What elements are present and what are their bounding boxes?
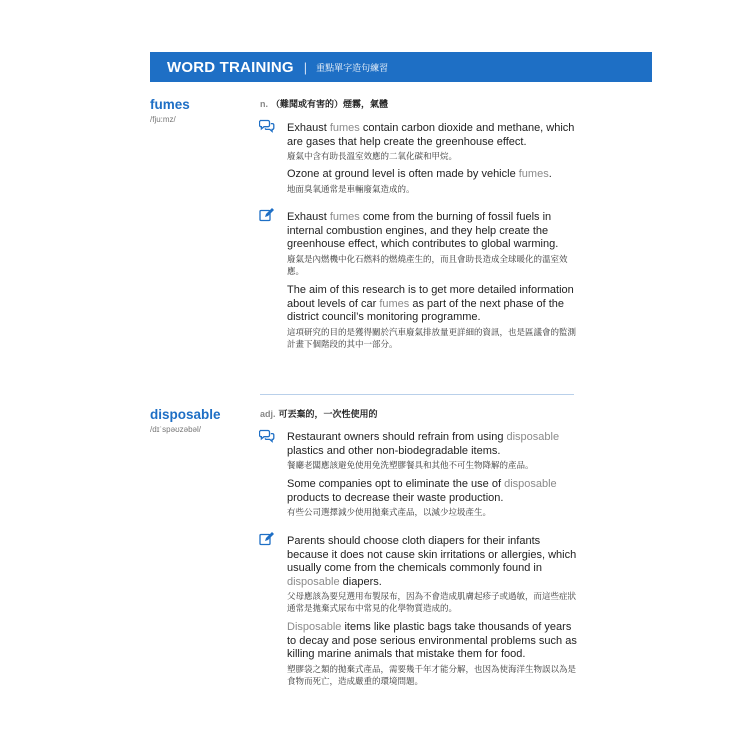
definition-text: 可丟棄的，一次性使用的 [278,409,378,419]
banner-title: WORD TRAINING [167,58,294,76]
example-english: Some companies opt to eliminate the use of disposable products to decrease their waste production. [287,478,557,504]
part-of-speech: n. [260,99,268,109]
example-english: The aim of this research is to get more detailed information about levels of car fumes as part of the next phase of the district council’s monitoring programme. [287,284,574,324]
banner-separator: | [303,59,308,75]
entry-fumes [150,97,580,377]
example-english: Exhaust fumes come from the burning of fossil fuels in internal combustion engines, and they help create the greenhouse effect, which contributes to global warming. [287,211,559,251]
example [287,535,579,614]
example [287,284,579,350]
keyword-highlight: disposable [504,478,557,490]
example [287,122,579,162]
definition [260,407,378,420]
headword: disposable [150,407,221,422]
pencil-note-icon [259,532,275,546]
keyword-highlight: fumes [329,211,360,223]
word-training-banner [150,52,652,82]
keyword-highlight: disposable [287,575,340,588]
keyword-highlight: fumes [329,122,360,134]
keyword-highlight: fumes [379,297,410,310]
definition-text: （難聞或有害的）煙霧，氣體 [271,99,389,109]
definition [260,97,388,110]
speech-bubbles-icon [259,119,275,133]
phonetic: /fju:mz/ [150,115,176,124]
keyword-highlight: Disposable [287,621,342,633]
entry-disposable [150,407,580,707]
example [287,621,579,687]
example-chinese: 父母應該為要兒選用布製尿布，因為不會造成肌膚起疹子或過敏，而這些症狀通常是拋棄式尿布中常見的化學物質造成的。 [287,591,577,614]
example-chinese: 塑膠袋之類的拋棄式產品，需要幾千年才能分解，也因為使海洋生物誤以為是食物而死亡，造成嚴重的環境問題。 [287,663,577,686]
speech-bubbles-icon [259,429,275,443]
example [287,478,579,518]
example [287,211,579,277]
example-chinese: 地面臭氧通常是車輛廢氣造成的。 [287,183,415,194]
example-english: Exhaust fumes contain carbon dioxide and methane, which are gases that help create the greenhouse effect. [287,122,575,148]
example-chinese: 廢氣中含有助長溫室效應的二氧化碳和甲烷。 [287,151,458,162]
banner-subtitle: 重點單字造句練習 [316,62,389,73]
example-english: Disposable items like plastic bags take thousands of years to decay and pose serious environmental problems such as killing marine animals that mistake them for food. [287,621,577,661]
example-chinese: 有些公司選擇減少使用拋棄式產品，以減少垃圾產生。 [287,507,492,518]
entry-divider [260,394,574,395]
example-chinese: 廢氣是內燃機中化石燃料的燃燒產生的，而且會助長造成全球暖化的溫室效應。 [287,253,568,276]
keyword-highlight: fumes [518,168,549,180]
part-of-speech: adj. [260,409,276,419]
example-english: Restaurant owners should refrain from using disposable plastics and other non-biodegradable items. [287,431,560,457]
example-chinese: 這項研究的目的是獲得關於汽車廢氣排放量更詳細的資訊，也是區議會的監測計畫下個階段的其中一部分。 [287,326,577,349]
phonetic: /dɪˈspəʊzəbəl/ [150,425,201,434]
example-english: Ozone at ground level is often made by vehicle fumes. [287,168,552,180]
example-chinese: 餐廳老闆應該避免使用免洗塑膠餐具和其他不可生物降解的產品。 [287,460,534,471]
example [287,168,579,195]
pencil-note-icon [259,208,275,222]
keyword-highlight: disposable [506,431,560,443]
headword: fumes [150,97,190,112]
example-english: Parents should choose cloth diapers for their infants because it does not cause skin irritations or allergies, which usually come from the chemicals commonly found in disposable diapers. [287,535,577,588]
example [287,431,579,471]
